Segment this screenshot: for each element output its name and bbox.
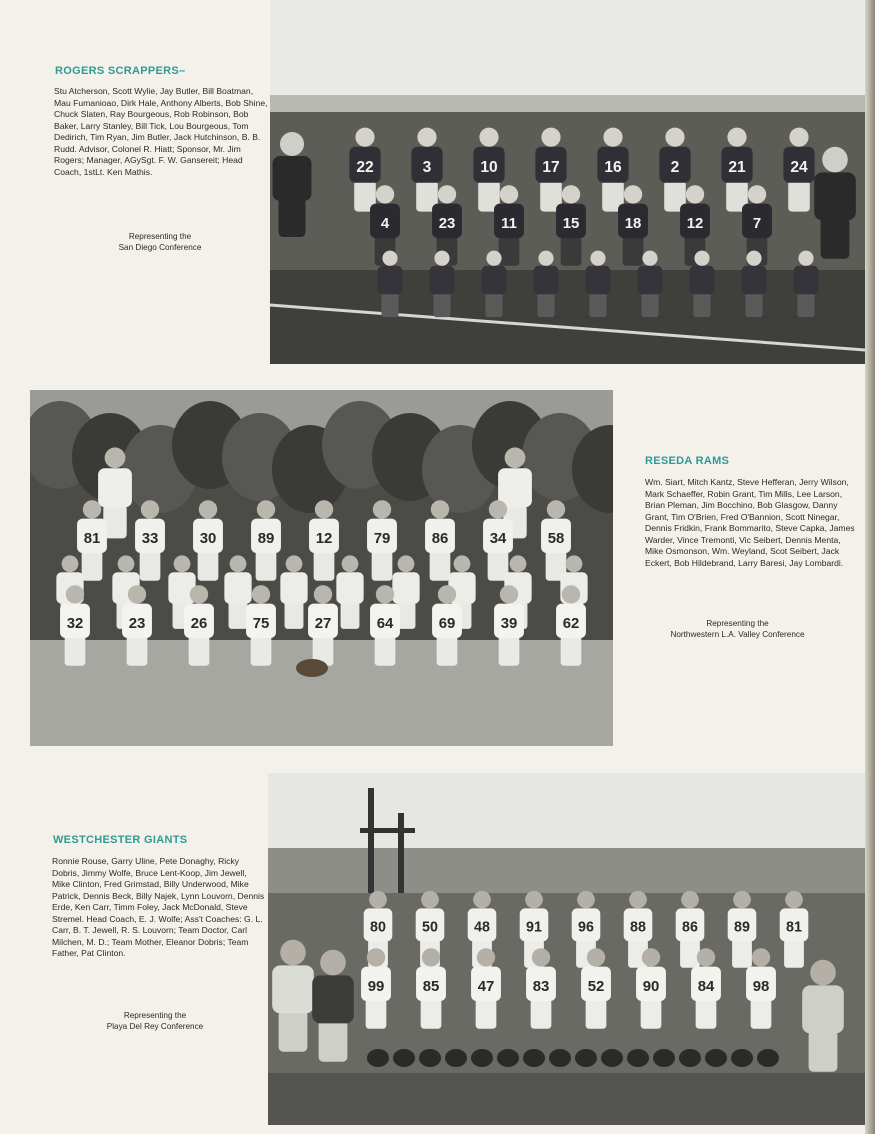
- player-pants: [285, 602, 304, 629]
- jersey-number: 4: [380, 214, 390, 232]
- helmet: [549, 1049, 571, 1067]
- player-jersey: [498, 468, 532, 507]
- player-head: [566, 555, 583, 572]
- player-jersey: [742, 266, 767, 295]
- player-head: [342, 555, 359, 572]
- jersey-number: 83: [532, 977, 550, 995]
- player-pants: [561, 236, 582, 266]
- player-head: [257, 500, 275, 518]
- player-head: [590, 251, 605, 266]
- player-head: [785, 891, 803, 909]
- player-head: [686, 185, 704, 203]
- player-head: [66, 585, 84, 603]
- jersey-number: 88: [630, 919, 646, 936]
- player-pants: [381, 292, 398, 317]
- player-head: [128, 585, 146, 603]
- player-pants: [433, 292, 450, 317]
- player-head: [105, 447, 126, 468]
- jersey-number: 64: [376, 614, 394, 632]
- helmet: [497, 1049, 519, 1067]
- player-head: [603, 128, 622, 147]
- player-head: [422, 948, 440, 966]
- player-head: [505, 447, 526, 468]
- player-head: [438, 185, 456, 203]
- player-pants: [561, 636, 582, 666]
- player-head: [431, 500, 449, 518]
- player-head: [752, 948, 770, 966]
- representing-label: Representing the: [123, 1011, 187, 1020]
- player-head: [748, 185, 766, 203]
- player-pants: [693, 292, 710, 317]
- player-jersey: [482, 266, 507, 295]
- player-head: [230, 555, 247, 572]
- player-pants: [366, 999, 387, 1029]
- team-photo: [270, 0, 865, 364]
- player-pants: [279, 198, 306, 237]
- team-roster: Stu Atcherson, Scott Wylie, Jay Butler, Bill Boatman, Mau Fumanioao, Dirk Hale, Anthony Alberts, Bob Shine, Chuck Slaten, Ray Bourgeous, Rob Robinson, Bob Baker, Larry Stanley, Bill Tick, Lou Bourgeous, Tom Dedirich, Tim Ryan, Jim Butler, Jack Hutchinson, B. B. Rudd. Advisor, Colonel R. Hiatt; Sponsor, Mr. Jim Rogers; Manager, AGySgt. F. W. Gansereit; Head Coach, 1stLt. Ken Mathis.: [54, 86, 268, 177]
- helmet: [627, 1049, 649, 1067]
- representing-label: Representing the: [706, 619, 769, 628]
- player-head: [355, 128, 374, 147]
- player-pants: [127, 636, 148, 666]
- team-title: ROGERS SCRAPPERS–: [55, 65, 186, 77]
- player-pants: [375, 636, 396, 666]
- player-pants: [189, 636, 210, 666]
- player-head: [810, 960, 836, 986]
- jersey-number: 27: [314, 614, 332, 632]
- player-head: [822, 147, 848, 173]
- helmet: [523, 1049, 545, 1067]
- player-jersey: [802, 985, 844, 1033]
- player-pants: [680, 939, 700, 968]
- jersey-number: 12: [315, 529, 333, 547]
- player-pants: [499, 236, 520, 266]
- player-head: [62, 555, 79, 572]
- jersey-number: 58: [547, 529, 565, 547]
- player-pants: [341, 602, 360, 629]
- player-head: [369, 891, 387, 909]
- helmet: [653, 1049, 675, 1067]
- player-pants: [589, 292, 606, 317]
- jersey-number: 18: [624, 214, 642, 232]
- player-head: [118, 555, 135, 572]
- player-pants: [531, 999, 552, 1029]
- player-head: [477, 948, 495, 966]
- player-jersey: [336, 572, 363, 604]
- jersey-number: 21: [728, 159, 746, 176]
- player-pants: [437, 636, 458, 666]
- jersey-number: 52: [587, 977, 605, 995]
- player-pants: [430, 551, 451, 581]
- player-pants: [499, 636, 520, 666]
- player-pants: [696, 999, 717, 1029]
- player-pants: [421, 999, 442, 1029]
- player-head: [525, 891, 543, 909]
- player-head: [733, 891, 751, 909]
- jersey-number: 12: [686, 214, 704, 232]
- jersey-number: 86: [431, 529, 449, 547]
- jersey-number: 33: [141, 529, 159, 547]
- team-photo-image: [30, 390, 613, 746]
- player-head: [373, 500, 391, 518]
- representing-caption: [90, 231, 230, 253]
- player-jersey: [638, 266, 663, 295]
- player-pants: [319, 1020, 348, 1062]
- player-pants: [82, 551, 103, 581]
- goalpost-crossbar: [360, 828, 415, 833]
- player-head: [141, 500, 159, 518]
- player-head: [473, 891, 491, 909]
- jersey-number: 17: [542, 159, 560, 176]
- player-jersey: [534, 266, 559, 295]
- jersey-number: 23: [128, 614, 146, 632]
- jersey-number: 85: [422, 977, 440, 995]
- player-head: [642, 251, 657, 266]
- player-head: [489, 500, 507, 518]
- player-pants: [485, 292, 502, 317]
- page-edge: [865, 0, 875, 1134]
- player-head: [174, 555, 191, 572]
- player-head: [190, 585, 208, 603]
- jersey-number: 96: [578, 919, 594, 936]
- jersey-number: 89: [734, 919, 750, 936]
- player-head: [577, 891, 595, 909]
- buildings: [268, 848, 865, 893]
- jersey-number: 7: [752, 214, 762, 232]
- player-head: [315, 500, 333, 518]
- player-jersey: [586, 266, 611, 295]
- player-head: [83, 500, 101, 518]
- player-head: [376, 185, 394, 203]
- player-head: [798, 251, 813, 266]
- jersey-number: 69: [438, 614, 456, 632]
- player-head: [562, 185, 580, 203]
- jersey-number: 15: [562, 214, 580, 232]
- jersey-number: 47: [477, 977, 495, 995]
- player-pants: [784, 939, 804, 968]
- player-jersey: [794, 266, 819, 295]
- jersey-number: 39: [500, 614, 518, 632]
- jersey-number: 90: [642, 977, 660, 995]
- helmet: [731, 1049, 753, 1067]
- jersey-number: 62: [562, 614, 580, 632]
- player-pants: [140, 551, 161, 581]
- helmet: [419, 1049, 441, 1067]
- representing-caption: [80, 1010, 230, 1032]
- player-head: [286, 555, 303, 572]
- player-jersey: [378, 266, 403, 295]
- player-pants: [751, 999, 772, 1029]
- grass-foreground: [268, 1073, 865, 1125]
- jersey-number: 2: [670, 159, 680, 176]
- player-head: [629, 891, 647, 909]
- helmet: [757, 1049, 779, 1067]
- player-head: [665, 128, 684, 147]
- player-jersey: [280, 572, 307, 604]
- player-pants: [537, 292, 554, 317]
- player-head: [532, 948, 550, 966]
- player-head: [398, 555, 415, 572]
- player-head: [314, 585, 332, 603]
- player-jersey: [392, 572, 419, 604]
- jersey-number: 79: [373, 529, 391, 547]
- jersey-number: 75: [252, 614, 270, 632]
- player-head: [438, 585, 456, 603]
- jersey-number: 3: [422, 159, 432, 176]
- jersey-number: 86: [682, 919, 698, 936]
- team-title: WESTCHESTER GIANTS: [53, 834, 188, 846]
- player-jersey: [98, 468, 132, 507]
- player-head: [280, 132, 304, 156]
- helmet: [393, 1049, 415, 1067]
- helmet: [445, 1049, 467, 1067]
- jersey-number: 91: [526, 919, 542, 936]
- player-head: [500, 185, 518, 203]
- team-photo: [268, 773, 865, 1125]
- conference-name: Northwestern L.A. Valley Conference: [670, 630, 805, 639]
- player-pants: [251, 636, 272, 666]
- helmet: [679, 1049, 701, 1067]
- jersey-number: 48: [474, 919, 490, 936]
- player-head: [500, 585, 518, 603]
- player-head: [746, 251, 761, 266]
- jersey-number: 16: [604, 159, 622, 176]
- player-head: [434, 251, 449, 266]
- player-head: [421, 891, 439, 909]
- jersey-number: 22: [356, 159, 374, 176]
- player-head: [486, 251, 501, 266]
- jersey-number: 30: [199, 529, 217, 547]
- jersey-number: 81: [786, 919, 802, 936]
- player-head: [320, 950, 346, 976]
- player-pants: [586, 999, 607, 1029]
- grass-foreground: [270, 270, 865, 364]
- helmet: [601, 1049, 623, 1067]
- player-jersey: [690, 266, 715, 295]
- team-roster: Ronnie Rouse, Garry Uline, Pete Donaghy, Ricky Dobris, Jimmy Wolfe, Bruce Lent-Koop, Jim Jewell, Mike Clinton, Fred Grimstad, Billy Underwood, Mike Patrick, Dennis Beck, Billy Najek, Lynn Louvorn, Dennis Erde, Ken Carr, Timm Foley, Jack McDonald, Steve Stremel. Head Coach, E. J. Wolfe; Ass't Coaches: G. L. Carr, B. T. Jewell, R. S. Louvorn; Team Doctor, Carl Milchen, M. D.; Team Mother, Eleanor Dobris; Team Father, Pat Clinton.: [52, 856, 265, 958]
- player-pants: [788, 180, 810, 211]
- player-head: [510, 555, 527, 572]
- player-head: [789, 128, 808, 147]
- team-title: RESEDA RAMS: [645, 455, 730, 467]
- player-head: [541, 128, 560, 147]
- player-jersey: [272, 965, 314, 1013]
- player-head: [199, 500, 217, 518]
- player-pants: [745, 292, 762, 317]
- player-head: [382, 251, 397, 266]
- player-head: [681, 891, 699, 909]
- player-jersey: [273, 156, 312, 201]
- player-pants: [229, 602, 248, 629]
- player-jersey: [814, 172, 856, 220]
- conference-name: Playa Del Rey Conference: [106, 1022, 204, 1031]
- jersey-number: 34: [489, 529, 507, 547]
- representing-caption: [645, 618, 830, 640]
- player-pants: [732, 939, 752, 968]
- player-pants: [198, 551, 219, 581]
- jersey-number: 32: [66, 614, 84, 632]
- player-head: [727, 128, 746, 147]
- player-jersey: [224, 572, 251, 604]
- player-head: [417, 128, 436, 147]
- jersey-number: 11: [501, 214, 517, 232]
- player-head: [562, 585, 580, 603]
- player-head: [454, 555, 471, 572]
- representing-label: Representing the: [128, 232, 192, 241]
- player-head: [624, 185, 642, 203]
- player-head: [367, 948, 385, 966]
- player-head: [538, 251, 553, 266]
- player-head: [479, 128, 498, 147]
- jersey-number: 80: [370, 919, 386, 936]
- helmet: [575, 1049, 597, 1067]
- team-roster: Wm. Siart, Mitch Kantz, Steve Hefferan, Jerry Wilson, Mark Schaeffer, Robin Grant, Tim Mills, Lee Larson, Brian Pleman, Jim Bocchino, Bob Glasgow, Danny Grant, Tim O'Brien, Fred O'Bannion, Scott Ninegar, Dennis Fridkin, Frank Bommarito, Steve Capka, James Warder, Vince Tremonti, Vic Seibert, Dennis Menta, Mike Osmonson, Wm. Weyland, Scot Seibert, Jack Eckert, Bob Hildebrand, Larry Baresi, Jay Lombardi.: [645, 477, 855, 568]
- player-pants: [641, 292, 658, 317]
- jersey-number: 26: [190, 614, 208, 632]
- player-pants: [623, 236, 644, 266]
- player-head: [694, 251, 709, 266]
- player-pants: [821, 217, 850, 259]
- jersey-number: 89: [257, 529, 275, 547]
- team-photo-image: [268, 773, 865, 1125]
- player-head: [547, 500, 565, 518]
- player-head: [697, 948, 715, 966]
- player-pants: [797, 292, 814, 317]
- team-photo-image: [270, 0, 865, 364]
- player-pants: [476, 999, 497, 1029]
- player-jersey: [312, 975, 354, 1023]
- jersey-number: 10: [480, 159, 498, 176]
- jersey-number: 98: [752, 977, 770, 995]
- goalpost-left: [368, 788, 374, 898]
- helmet: [705, 1049, 727, 1067]
- goalpost-right: [398, 813, 404, 898]
- player-pants: [279, 1010, 308, 1052]
- helmet: [471, 1049, 493, 1067]
- player-head: [642, 948, 660, 966]
- jersey-number: 50: [422, 919, 438, 936]
- player-pants: [314, 551, 335, 581]
- player-pants: [65, 636, 86, 666]
- player-pants: [256, 551, 277, 581]
- conference-name: San Diego Conference: [118, 243, 202, 252]
- helmet: [367, 1049, 389, 1067]
- player-head: [376, 585, 394, 603]
- player-pants: [809, 1030, 838, 1072]
- football: [296, 659, 328, 677]
- jersey-number: 99: [367, 977, 385, 995]
- jersey-number: 84: [697, 977, 715, 995]
- jersey-number: 24: [790, 159, 808, 176]
- player-pants: [372, 551, 393, 581]
- player-head: [280, 940, 306, 966]
- player-head: [252, 585, 270, 603]
- jersey-number: 23: [438, 214, 456, 232]
- player-pants: [641, 999, 662, 1029]
- player-jersey: [430, 266, 455, 295]
- player-head: [587, 948, 605, 966]
- team-photo: [30, 390, 613, 746]
- jersey-number: 81: [83, 529, 101, 547]
